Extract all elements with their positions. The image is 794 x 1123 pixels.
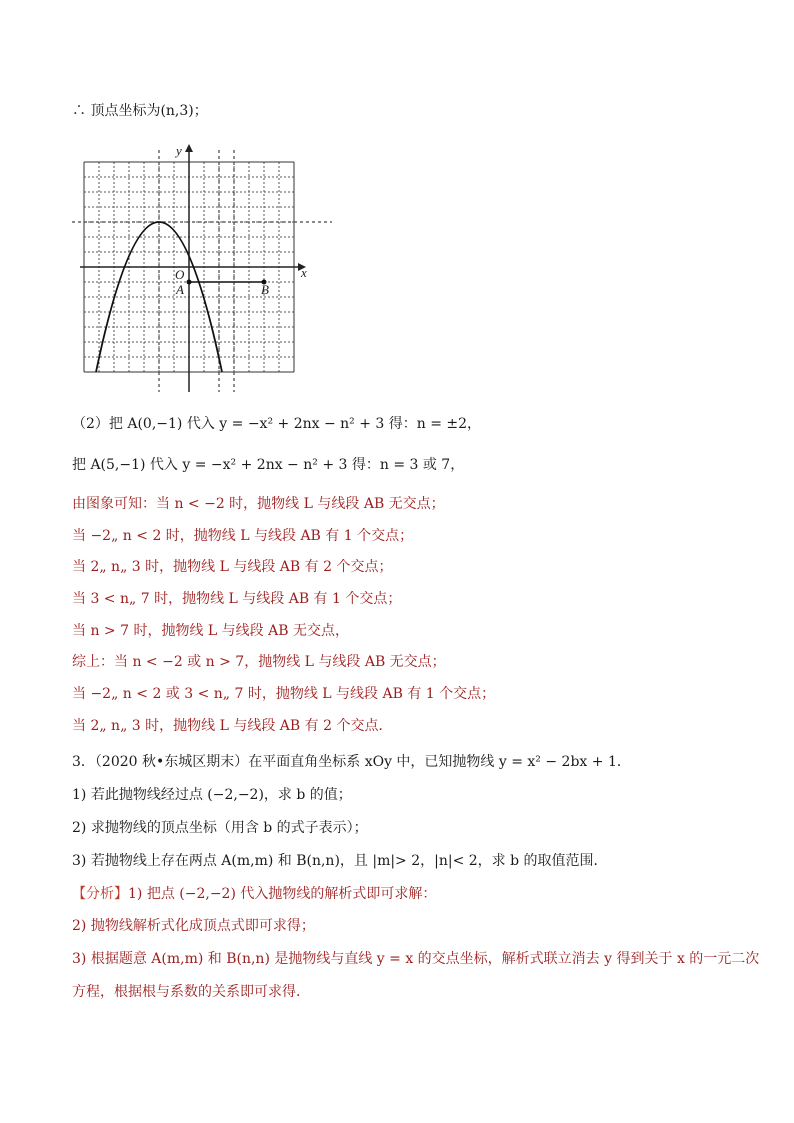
step2-line-1: （2）把 A(0,−1) 代入 y = −x² + 2nx − n² + 3 得：n = ±2， <box>72 416 482 432</box>
x-axis-label: x <box>301 265 307 280</box>
summary-line-2: 当 −2„ n < 2 或 3 < n„ 7 时，抛物线 L 与线段 AB 有 1 个交点； <box>72 686 496 702</box>
analysis-line-4: 方程，根据根与系数的关系即可求得． <box>72 984 310 1000</box>
case-line-4: 当 3 < n„ 7 时，抛物线 L 与线段 AB 有 1 个交点； <box>72 591 402 607</box>
case-line-5: 当 n > 7 时，抛物线 L 与线段 AB 无交点， <box>72 623 349 639</box>
y-axis-arrow <box>185 144 193 152</box>
summary-line-1: 综上：当 n < −2 或 n > 7，抛物线 L 与线段 AB 无交点； <box>72 654 446 670</box>
analysis-line-1 <box>72 884 436 904</box>
point-a-label: A <box>176 282 184 297</box>
y-axis-label: y <box>176 143 182 158</box>
point-b-label: B <box>261 282 269 297</box>
vertex-line: ∴ 顶点坐标为(n,3)； <box>72 103 208 119</box>
origin-label: O <box>175 267 185 282</box>
question-2: 2) 求抛物线的顶点坐标（用含 b 的式子表示）； <box>72 820 368 836</box>
analysis-text-1: 1) 把点 (−2,−2) 代入抛物线的解析式即可求解： <box>128 886 437 902</box>
question-1: 1) 若此抛物线经过点 (−2,−2)，求 b 的值； <box>72 787 352 803</box>
analysis-line-2: 2) 抛物线解析式化成顶点式即可求得； <box>72 918 315 934</box>
point-a <box>187 280 192 285</box>
case-line-1: 由图象可知：当 n < −2 时，抛物线 L 与线段 AB 无交点； <box>72 496 445 512</box>
case-line-3: 当 2„ n„ 3 时，抛物线 L 与线段 AB 有 2 个交点； <box>72 559 393 575</box>
summary-line-3: 当 2„ n„ 3 时，抛物线 L 与线段 AB 有 2 个交点． <box>72 718 393 734</box>
parabola-graph <box>70 130 340 400</box>
analysis-tag: 【分析】 <box>72 886 128 902</box>
problem-3-heading: 3．（2020 秋•东城区期末）在平面直角坐标系 xOy 中，已知抛物线 y = x² − 2bx + 1． <box>72 754 631 770</box>
step2-line-2: 把 A(5,−1) 代入 y = −x² + 2nx − n² + 3 得：n = 3 或 7， <box>72 457 465 473</box>
analysis-line-3: 3) 根据题意 A(m,m) 和 B(n,n) 是抛物线与直线 y = x 的交点坐标，解析式联立消去 y 得到关于 x 的一元二次 <box>72 951 760 967</box>
case-line-2: 当 −2„ n < 2 时，抛物线 L 与线段 AB 有 1 个交点； <box>72 528 414 544</box>
question-3: 3) 若抛物线上存在两点 A(m,m) 和 B(n,n)，且 |m|> 2，|n|< 2，求 b 的取值范围． <box>72 853 608 869</box>
